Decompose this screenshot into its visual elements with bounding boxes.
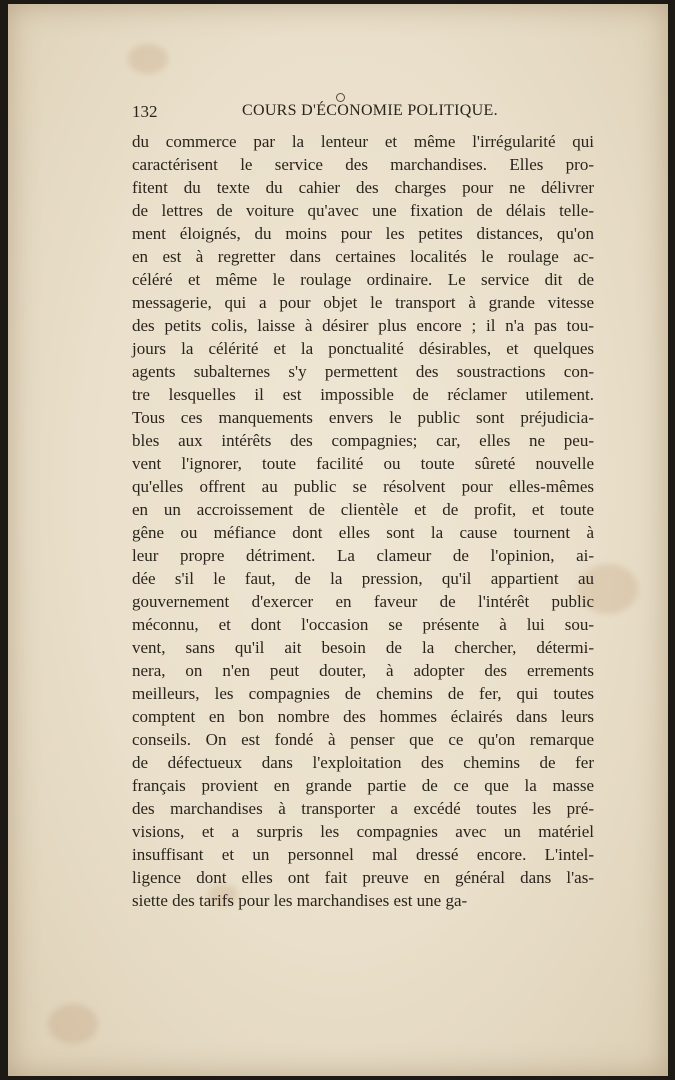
text-line: messagerie, qui a pour objet le transport à grande vitesse [132,293,594,312]
text-line: Tous ces manquements envers le public sont préjudicia- [132,408,594,427]
text-line: insuffisant et un personnel mal dressé encore. L'intel- [132,845,594,864]
text-line: français provient en grande partie de ce que la masse [132,776,594,795]
text-line: conseils. On est fondé à penser que ce qu'on remarque [132,730,594,749]
text-line: du commerce par la lenteur et même l'irrégularité qui [132,132,594,151]
text-line: gêne ou méfiance dont elles sont la cause tournent à [132,523,594,542]
body-text [132,130,594,912]
text-line: ligence dont elles ont fait preuve en général dans l'as- [132,868,594,887]
text-line: gouvernement d'exercer en faveur de l'intérêt public [132,592,594,611]
text-line: dée s'il le faut, de la pression, qu'il appartient au [132,569,594,588]
text-line: nera, on n'en peut douter, à adopter des errements [132,661,594,680]
text-line: jours la célérité et la ponctualité désirables, et quelques [132,339,594,358]
header-ornament [336,93,345,102]
stain [128,44,168,74]
stain [48,1004,98,1044]
text-line: méconnu, et dont l'occasion se présente à lui sou- [132,615,594,634]
text-line: ment éloignés, du moins pour les petites distances, qu'on [132,224,594,243]
text-line: visions, et a surpris les compagnies avec un matériel [132,822,594,841]
text-line: de lettres de voiture qu'avec une fixation de délais telle- [132,201,594,220]
text-line: comptent en bon nombre des hommes éclairés dans leurs [132,707,594,726]
text-line: fitent du texte du cahier des charges pour ne délivrer [132,178,594,197]
text-line: des petits colis, laisse à désirer plus encore ; il n'a pas tou- [132,316,594,335]
text-line: qu'elles offrent au public se résolvent pour elles-mêmes [132,477,594,496]
running-head [132,102,594,124]
text-line: en est à regretter dans certaines localités le roulage ac- [132,247,594,266]
text-line: leur propre détriment. La clameur de l'opinion, ai- [132,546,594,565]
text-line: vent l'ignorer, toute facilité ou toute sûreté nouvelle [132,454,594,473]
text-line: agents subalternes s'y permettent des soustractions con- [132,362,594,381]
text-line: bles aux intérêts des compagnies; car, elles ne peu- [132,431,594,450]
text-line: caractérisent le service des marchandises. Elles pro- [132,155,594,174]
text-line: de défectueux dans l'exploitation des chemins de fer [132,753,594,772]
text-line: des marchandises à transporter a excédé toutes les pré- [132,799,594,818]
running-title: COURS D'ÉCONOMIE POLITIQUE. [242,102,498,119]
text-line: en un accroissement de clientèle et de profit, et toute [132,500,594,519]
text-line: céléré et même le roulage ordinaire. Le service dit de [132,270,594,289]
text-line: vent, sans qu'il ait besoin de la chercher, détermi- [132,638,594,657]
text-line: siette des tarifs pour les marchandises est une ga- [132,891,468,910]
text-line: tre lesquelles il est impossible de réclamer utilement. [132,385,594,404]
text-line: meilleurs, les compagnies de chemins de fer, qui toutes [132,684,594,703]
page-number: 132 [132,102,158,121]
